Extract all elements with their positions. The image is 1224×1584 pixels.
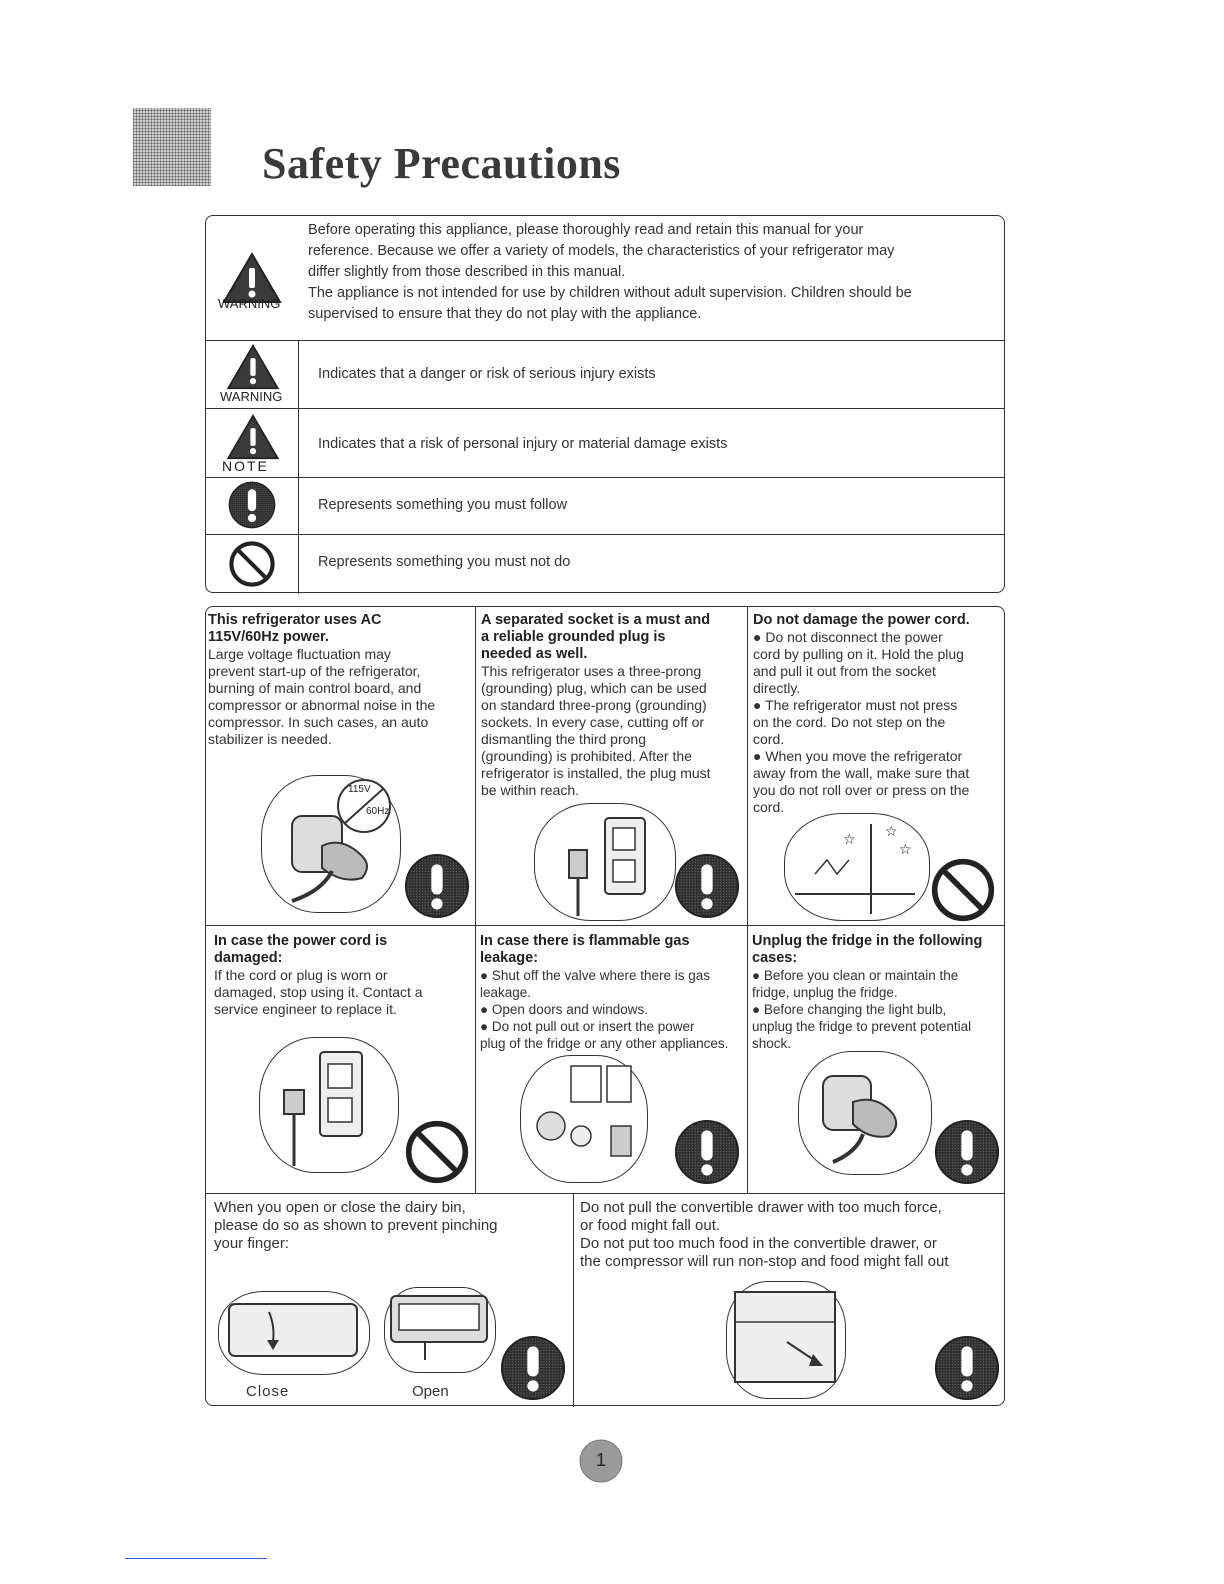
cell-line: burning of main control board, and	[208, 680, 422, 696]
intro-text	[308, 220, 988, 325]
divider	[206, 925, 1004, 926]
cell-line: (grounding) plug, which can be used	[481, 680, 707, 696]
cell-line: shock.	[752, 1036, 792, 1051]
cell-heading: needed as well.	[481, 646, 588, 662]
unplug-cell	[752, 933, 1004, 1052]
cord-damage-illustration	[784, 813, 930, 921]
legend-note-label: NOTE	[222, 458, 269, 474]
cell-heading: a reliable grounded plug is	[481, 629, 666, 645]
cell-line: be within reach.	[481, 782, 580, 798]
divider	[206, 534, 1004, 535]
page-title: Safety Precautions	[262, 139, 621, 188]
socket-cell	[481, 612, 745, 799]
cell-line: ● Do not disconnect the power	[753, 629, 943, 645]
cell-line: Do not put too much food in the convertible drawer, or	[580, 1235, 937, 1252]
frequency-label: 60Hz	[366, 806, 390, 817]
cell-line: When you open or close the dairy bin,	[214, 1199, 466, 1216]
close-label: Close	[246, 1383, 290, 1400]
cell-line: and pull it out from the socket	[753, 663, 936, 679]
cell-line: cord.	[753, 731, 785, 747]
cell-line: cord.	[753, 799, 785, 815]
svg-text:☆: ☆	[899, 842, 912, 858]
cell-line: service engineer to replace it.	[214, 1001, 397, 1017]
divider	[206, 408, 1004, 409]
cell-line: ● Open doors and windows.	[480, 1002, 648, 1017]
cell-line: fridge, unplug the fridge.	[752, 985, 898, 1000]
voltage-label: 115V	[348, 784, 371, 795]
legend-note-text: Indicates that a risk of personal injury or material damage exists	[318, 436, 728, 452]
cell-line: stabilizer is needed.	[208, 731, 332, 747]
intro-line: reference. Because we offer a variety of models, the characteristics of your refrigerator may	[308, 243, 895, 259]
gas-leak-illustration	[520, 1055, 648, 1183]
cell-line: Do not pull the convertible drawer with too much force,	[580, 1199, 942, 1216]
cell-line: ● When you move the refrigerator	[753, 748, 963, 764]
cell-line: or food might fall out.	[580, 1217, 721, 1234]
divider	[206, 477, 1004, 478]
dairy-open-illustration	[384, 1287, 496, 1373]
cell-line: directly.	[753, 680, 801, 696]
warning-legend-box	[205, 215, 1005, 593]
dairy-close-illustration	[218, 1291, 370, 1375]
cell-heading: Do not damage the power cord.	[753, 612, 970, 628]
cell-heading: leakage:	[480, 950, 539, 966]
drawer-cell	[580, 1199, 1004, 1271]
cell-heading: A separated socket is a must and	[481, 612, 711, 628]
prohibit-icon	[930, 857, 996, 923]
cell-heading: In case there is flammable gas	[480, 933, 690, 949]
cell-line: on standard three-prong (grounding)	[481, 697, 707, 713]
divider	[206, 340, 1004, 341]
legend-warning-text: Indicates that a danger or risk of serious injury exists	[318, 366, 656, 382]
cell-line: unplug the fridge to prevent potential	[752, 1019, 972, 1034]
cell-line: on the cord. Do not step on the	[753, 714, 946, 730]
cell-line: If the cord or plug is worn or	[214, 967, 388, 983]
cell-line: prevent start-up of the refrigerator,	[208, 663, 421, 679]
open-label: Open	[412, 1383, 449, 1400]
cell-line: compressor. In such cases, an auto	[208, 714, 429, 730]
cell-line: refrigerator is installed, the plug must	[481, 765, 711, 781]
intro-line: differ slightly from those described in this manual.	[308, 264, 626, 280]
gas-leak-cell	[480, 933, 748, 1052]
mandatory-icon	[934, 1335, 1000, 1401]
legend-warning-label: WARNING	[220, 389, 283, 404]
cell-line: (grounding) is prohibited. After the	[481, 748, 692, 764]
mandatory-icon	[674, 1119, 740, 1185]
cell-line: damaged, stop using it. Contact a	[214, 984, 423, 1000]
cell-line: please do so as shown to prevent pinching	[214, 1217, 498, 1234]
drawer-illustration	[726, 1281, 846, 1399]
ac-power-cell	[208, 612, 470, 748]
cell-line: leakage.	[480, 985, 532, 1000]
socket-illustration	[534, 803, 676, 921]
mandatory-icon	[934, 1119, 1000, 1185]
cell-heading: damaged:	[214, 950, 283, 966]
cell-line: your finger:	[214, 1235, 290, 1252]
cell-heading: 115V/60Hz power.	[208, 629, 329, 645]
footer-rule	[125, 1558, 267, 1559]
cell-line: compressor or abnormal noise in the	[208, 697, 436, 713]
svg-text:☆: ☆	[843, 832, 856, 848]
mandatory-icon	[500, 1335, 566, 1401]
cord-damaged-cell	[214, 933, 472, 1018]
divider	[747, 607, 748, 1193]
intro-warning-label: WARNING	[218, 296, 281, 311]
cell-line: This refrigerator uses a three-prong	[481, 663, 702, 679]
plug-illustration	[261, 775, 401, 913]
cell-line: the compressor will run non-stop and food might fall out	[580, 1253, 949, 1270]
divider	[475, 607, 476, 1193]
mandatory-icon	[404, 853, 470, 919]
power-cord-cell	[753, 612, 1003, 816]
legend-must-text: Represents something you must follow	[318, 497, 568, 513]
cell-heading: cases:	[752, 950, 798, 966]
dairy-bin-cell	[214, 1199, 564, 1253]
cell-line: Large voltage fluctuation may	[208, 646, 391, 662]
cell-line: ● Before changing the light bulb,	[752, 1002, 947, 1017]
cell-line: you do not roll over or press on the	[753, 782, 970, 798]
cell-line: ● The refrigerator must not press	[753, 697, 958, 713]
unplug-illustration	[798, 1051, 932, 1175]
note-triangle-icon	[226, 414, 280, 460]
intro-line: supervised to ensure that they do not play with the appliance.	[308, 306, 702, 322]
intro-line: The appliance is not intended for use by children without adult supervision. Children should be	[308, 285, 912, 301]
precautions-grid	[205, 606, 1005, 1406]
cell-line: cord by pulling on it. Hold the plug	[753, 646, 964, 662]
svg-text:☆: ☆	[885, 824, 898, 840]
cell-line: ● Before you clean or maintain the	[752, 968, 959, 983]
page-number: 1	[595, 1450, 606, 1470]
intro-line: Before operating this appliance, please thoroughly read and retain this manual for your	[308, 222, 864, 238]
cell-line: plug of the fridge or any other appliances.	[480, 1036, 729, 1051]
header-decoration	[133, 108, 211, 186]
cell-line: sockets. In every case, cutting off or	[481, 714, 705, 730]
divider	[573, 1193, 574, 1407]
cell-line: dismantling the third prong	[481, 731, 646, 747]
cell-heading: In case the power cord is	[214, 933, 388, 949]
cell-line: ● Shut off the valve where there is gas	[480, 968, 711, 983]
divider	[298, 340, 299, 594]
mandatory-icon	[228, 481, 276, 529]
cell-heading: Unplug the fridge in the following	[752, 933, 983, 949]
cell-line: away from the wall, make sure that	[753, 765, 970, 781]
cell-line: ● Do not pull out or insert the power	[480, 1019, 695, 1034]
cell-heading: This refrigerator uses AC	[208, 612, 382, 628]
legend-must-not-text: Represents something you must not do	[318, 554, 571, 570]
divider	[206, 1193, 1004, 1194]
damaged-plug-illustration	[259, 1037, 399, 1173]
warning-triangle-icon	[226, 344, 280, 390]
mandatory-icon	[674, 853, 740, 919]
prohibit-icon	[228, 540, 276, 588]
prohibit-icon	[404, 1119, 470, 1185]
